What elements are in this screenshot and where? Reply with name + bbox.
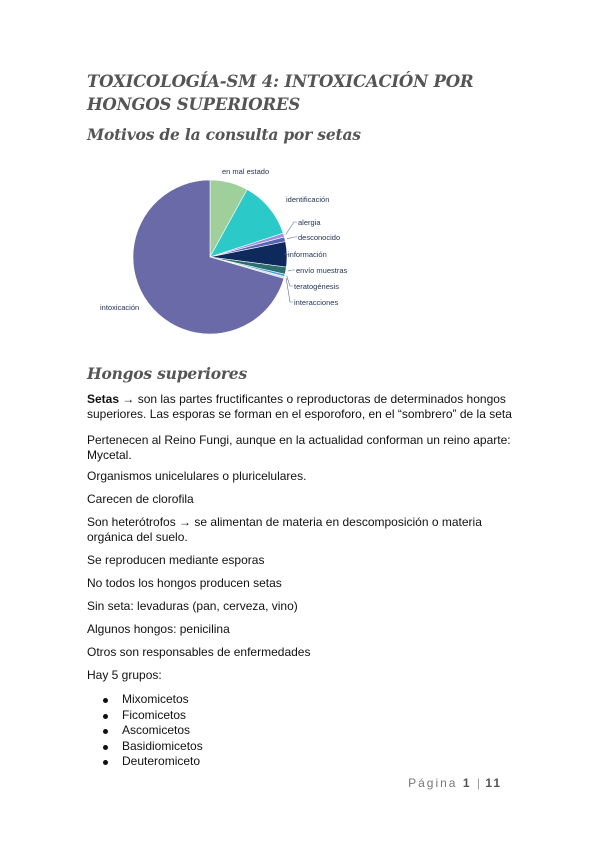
- list-item: [87, 708, 203, 724]
- section-heading-hongos: Hongos superiores: [87, 364, 247, 383]
- pie-label: alergia: [298, 218, 321, 227]
- pie-label: en mal estado: [222, 167, 270, 176]
- leader-line: [287, 276, 293, 286]
- bullet-icon: [103, 714, 108, 719]
- bullet-icon: [103, 745, 108, 750]
- leader-line: [288, 270, 295, 271]
- footer-page-label: Página: [408, 776, 458, 790]
- pie-label: intoxicación: [100, 303, 140, 312]
- footer-separator: |: [476, 776, 480, 790]
- paragraph: Carecen de clorofila: [87, 492, 194, 506]
- list-item-text: Basidiomicetos: [122, 738, 203, 753]
- section-heading-motivos: Motivos de la consulta por setas: [87, 125, 361, 144]
- document-title: TOXICOLOGÍA-SM 4: INTOXICACIÓN POR HONGOS SUPERIORES: [87, 72, 474, 114]
- list-item-text: Mixomicetos: [122, 692, 189, 706]
- paragraph: Son heterótrofos → se alimentan de materia en descomposición o materia orgánica del suelo.: [87, 515, 482, 544]
- page-footer: [408, 776, 502, 790]
- pie-label: información: [288, 250, 327, 259]
- leader-line: [286, 278, 293, 302]
- setas-definition-text: son las partes fructificantes o reproductoras de determinados hongos superiores. Las esporas se forman en el esporoforo, en el “sombrero” de la seta: [87, 392, 512, 421]
- paragraph: No todos los hongos producen setas: [87, 576, 282, 590]
- setas-term: Setas: [87, 392, 120, 406]
- pie-chart: [90, 160, 370, 340]
- list-item-text: Deuteromiceto: [122, 754, 201, 769]
- list-item: [87, 723, 203, 739]
- leader-line: [287, 237, 297, 239]
- setas-definition: [87, 392, 527, 422]
- pie-label: identificación: [286, 195, 330, 204]
- pie-label: desconocido: [298, 233, 341, 242]
- bullet-icon: [103, 729, 108, 734]
- paragraph: Organismos unicelulares o pluricelulares.: [87, 469, 307, 483]
- bullet-icon: [103, 698, 108, 703]
- list-item: [87, 739, 203, 755]
- groups-list: [87, 692, 203, 770]
- paragraph: Otros son responsables de enfermedades: [87, 645, 311, 659]
- paragraph: Algunos hongos: penicilina: [87, 622, 230, 636]
- pie-label: envío muestras: [296, 266, 348, 275]
- footer-page-number: 1: [462, 776, 472, 790]
- footer-page-total: 11: [485, 776, 502, 790]
- paragraph: Sin seta: levaduras (pan, cerveza, vino): [87, 599, 298, 613]
- pie-label: teratogénesis: [294, 282, 340, 291]
- paragraph: Se reproducen mediante esporas: [87, 553, 265, 567]
- list-item: [87, 754, 203, 770]
- list-item: [87, 692, 203, 708]
- list-item-text: Ficomicetos: [122, 707, 187, 722]
- paragraph: Hay 5 grupos:: [87, 668, 162, 682]
- list-item-text: Ascomicetos: [122, 723, 191, 738]
- arrow-glyph: →: [122, 392, 135, 406]
- bullet-icon: [103, 760, 108, 765]
- pie-label: interacciones: [294, 298, 339, 307]
- paragraph: Pertenecen al Reino Fungi, aunque en la actualidad conforman un reino aparte: Mycetal.: [87, 433, 511, 462]
- leader-line: [286, 222, 297, 234]
